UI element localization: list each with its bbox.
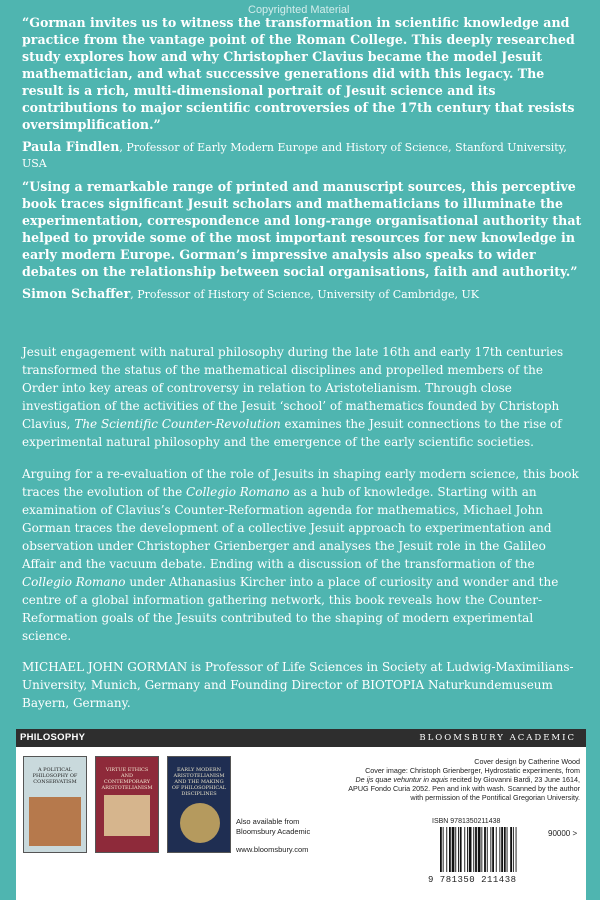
- watermark-top: Copyrighted Material: [248, 4, 350, 16]
- quote-author: Paula Findlen: [22, 139, 120, 154]
- cover-credits: Cover design by Catherine Wood Cover image: Christoph Grienberger, Hydrostatic experiments, from De ijs quae vehuntur in aquis recited by Giovanni Bardi, 23 June 1614, APUG Fondo Curia 2052. Pen and ink with wash. Scanned by the author with permission of the Pontifical Gregorian University.: [220, 757, 580, 802]
- book-title: The Scientific Counter-Revolution: [74, 417, 281, 431]
- blurb-paragraph-2: Arguing for a re-evaluation of the role of Jesuits in shaping early modern science, this book traces the evolution of the Collegio Romano as a hub of knowledge. Starting with an examination of Clavius’s Counter-Reformation agenda for mathematics, Michael John Gorman traces the development of a collective Jesuit approach to experimentation and observation under Christopher Grienberger and analyses the Jesuit role in the Galileo Affair and the vacuum debate. Ending with a discussion of the transformation of the Collegio Romano under Athanasius Kircher into a place of curiosity and wonder and the centre of a global information gathering network, this book reveals how the Counter-Reformation goals of the Jesuits contributed to the shaping of modern experimental science.: [22, 467, 579, 643]
- barcode-bar: [478, 827, 481, 872]
- barcode-bar: [510, 827, 512, 872]
- related-book-cover-2: [95, 756, 159, 853]
- barcode-bar: [504, 827, 506, 872]
- quote-author: Simon Schaffer: [22, 286, 131, 301]
- subject-label: PHILOSOPHY: [20, 732, 86, 743]
- related-book-cover-1: [23, 756, 87, 853]
- isbn-label: ISBN 9781350211438: [432, 818, 501, 825]
- cover-title: VIRTUE ETHICS AND CONTEMPORARY ARISTOTELIANISM: [101, 767, 153, 791]
- design-credit: Cover design by Catherine Wood: [474, 757, 580, 766]
- barcode-bar: [492, 827, 494, 872]
- barcode-bar: [464, 827, 465, 872]
- barcode-bar: [460, 827, 462, 872]
- endorsement-quote-2: [22, 178, 582, 303]
- barcode-bar: [443, 827, 444, 872]
- cover-title: EARLY MODERN ARISTOTELIANISM AND THE MAKING OF PHILOSOPHICAL DISCIPLINES: [171, 767, 227, 797]
- quote-attribution: [22, 139, 582, 172]
- cover-medallion: [180, 803, 220, 843]
- barcode-bar: [473, 827, 474, 872]
- barcode-bar: [507, 827, 508, 872]
- barcode-bar: [490, 827, 491, 872]
- cover-artwork: [104, 795, 150, 836]
- endorsement-quote-1: [22, 14, 582, 172]
- cover-artwork: [29, 797, 81, 846]
- barcode-digits: 9 781350 211438: [428, 875, 517, 885]
- quote-text: “Using a remarkable range of printed and manuscript sources, this perceptive book traces significant Jesuit scholars and mathematicians to illuminate the experimentation, correspondence and long-range organisational authority that helped to provide some of the most important resources for new knowledge in early modern Europe. Gorman’s impressive analysis also speaks to wider debates on the relationship between social organisations, faith and authority.”: [22, 179, 582, 279]
- barcode-bar: [455, 827, 456, 872]
- barcode-bar: [440, 827, 442, 872]
- quote-affiliation: , Professor of Early Modern Europe and History of Science, Stanford University, USA: [22, 141, 567, 170]
- quote-attribution: [22, 286, 582, 303]
- barcode-bar: [501, 827, 503, 872]
- barcode-bar: [496, 827, 497, 872]
- barcode-bar: [481, 827, 482, 872]
- watermark-bottom: Copyrighted Material: [240, 872, 351, 886]
- barcode-bar: [516, 827, 517, 872]
- subject-bar: [16, 729, 586, 747]
- barcode-bar: [499, 827, 500, 872]
- barcode-bar: [469, 827, 472, 872]
- quote-text: “Gorman invites us to witness the transformation in scientific knowledge and practice from the vantage point of the Roman College. This deeply researched study explores how and why Christopher Clavius became the model Jesuit mathematician, and what successive generations did with this legacy. The result is a rich, multi-dimensional portrait of Jesuit science and its contributions to major scientific controversies of the 17th century that resists oversimplification.”: [22, 15, 575, 132]
- barcode-bar: [513, 827, 514, 872]
- barcode-bar: [487, 827, 488, 872]
- barcode-bar: [484, 827, 486, 872]
- publisher-website: www.bloomsbury.com: [236, 845, 309, 854]
- barcode-bar: [458, 827, 459, 872]
- quote-affiliation: , Professor of History of Science, University of Cambridge, UK: [130, 288, 480, 301]
- publisher-name: BLOOMSBURY ACADEMIC: [419, 733, 576, 743]
- author-name: MICHAEL JOHN GORMAN: [22, 660, 188, 674]
- blurb-paragraph-1: Jesuit engagement with natural philosophy during the late 16th and early 17th centuries transformed the status of the mathematical disciplines and propelled members of the Order into key areas of controversy in relation to Aristotelianism. Through close investigation of the activities of the Jesuit ‘school’ of mathematics founded by Christoph Clavius, The Scientific Counter-Revolution examines the Jesuit connections to the rise of experimental natural philosophy and the emergence of the early scientific societies.: [22, 345, 564, 449]
- author-bio: MICHAEL JOHN GORMAN is Professor of Life Sciences in Society at Ludwig-Maximilians-University, Munich, Germany and Founding Director of BIOTOPIA Naturkundemuseum Bayern, Germany.: [22, 660, 574, 710]
- barcode-bar: [452, 827, 455, 872]
- also-available-text: Also available from Bloomsbury Academic: [236, 817, 311, 836]
- price-code: 90000 >: [548, 829, 578, 838]
- barcode-bar: [449, 827, 451, 872]
- barcode-bar: [475, 827, 477, 872]
- barcode-bar: [467, 827, 468, 872]
- barcode-bar: [446, 827, 447, 872]
- cover-title: A POLITICAL PHILOSOPHY OF CONSERVATISM: [32, 767, 78, 785]
